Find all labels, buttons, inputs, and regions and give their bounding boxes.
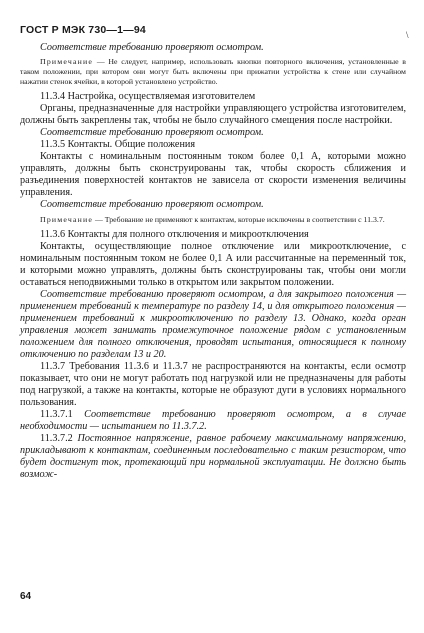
section-heading: 11.3.6 Контакты для полного отключения и микроотключения: [40, 229, 309, 240]
note-text: — Не следует, например, использовать кнопки повторного включения, установленные в таком положении, при котором они могут быть включены при прижатии устройства к стене или случайном нажатии стенок ячейки, в которой установлено устройство.: [20, 57, 406, 86]
compliance-check: Соответствие требованию проверяют осмотром.: [40, 42, 264, 53]
clause-number: 11.3.7.1: [40, 409, 85, 420]
note-label: Примечание: [40, 215, 94, 224]
clause-text: Соответствие требованию проверяют осмотром, а в случае необходимости — испытанием по 11.3.7.2.: [20, 409, 406, 432]
compliance-check: Соответствие требованию проверяют осмотром, а для закрытого положения — применением требований к температуре по разделу 14, и для открытого положения — применением требований к микроотключению по разделу 13. Однако, когда орган управления может занимать промежуточное положение рядом с установленным положением для полного отключения, проводят испытания, относящиеся к полному отключению по разделам 13 и 20.: [20, 289, 406, 360]
note-text: — Требование не применяют к контактам, которые исключены в соответствии с 11.3.7.: [93, 215, 385, 224]
running-header: ГОСТ Р МЭК 730—1—94: [20, 24, 146, 36]
note-label: Примечание: [40, 57, 94, 66]
note-paragraph: [20, 215, 406, 225]
section-heading: 11.3.5 Контакты. Общие положения: [40, 139, 196, 150]
compliance-check: Соответствие требованию проверяют осмотром.: [40, 127, 264, 138]
compliance-check: Соответствие требованию проверяют осмотром.: [40, 199, 264, 210]
clause-number: 11.3.7.2: [40, 433, 78, 444]
clause-text: Постоянное напряжение, равное рабочему максимальному напряжению, прикладывают к контактам, соединенным последовательно с таким резистором, что будет достигнут ток, протекающий при нормальной эксплуатации. Не должно быть возмож-: [20, 433, 407, 480]
paragraph: Органы, предназначенные для настройки управляющего устройства изготовителем, должны быть закреплены так, чтобы не было случайного смещения после настройки.: [20, 103, 406, 126]
section-heading: 11.3.4 Настройка, осуществляемая изготовителем: [40, 91, 256, 102]
note-paragraph: [20, 57, 406, 87]
clause-paragraph: [20, 433, 406, 481]
paragraph: 11.3.7 Требования 11.3.6 и 11.3.7 не распространяются на контакты, если осмотр показывает, что они не могут работать под нагрузкой или не предназначены для работы под нагрузкой, а также на контакты, которые не образуют дуги в условиях нормального пользования.: [20, 361, 406, 408]
margin-mark: \: [406, 30, 409, 40]
paragraph: Контакты, осуществляющие полное отключение или микроотключение, с номинальным постоянным током не более 0,1 А или рассчитанные на переменный ток, и которыми можно управлять, должны быть сконструированы так, чтобы они могли оставаться неподвижными только в открытом или закрытом положении.: [20, 241, 406, 288]
page-number: 64: [20, 591, 32, 602]
paragraph: Контакты с номинальным постоянным током более 0,1 А, которыми можно управлять, должны быть сконструированы так, чтобы скорость сближения и разъединения поверхностей контактов не зависела от скорости изменения величины управления.: [20, 151, 406, 198]
clause-paragraph: [20, 409, 406, 433]
page-body: [20, 42, 406, 481]
